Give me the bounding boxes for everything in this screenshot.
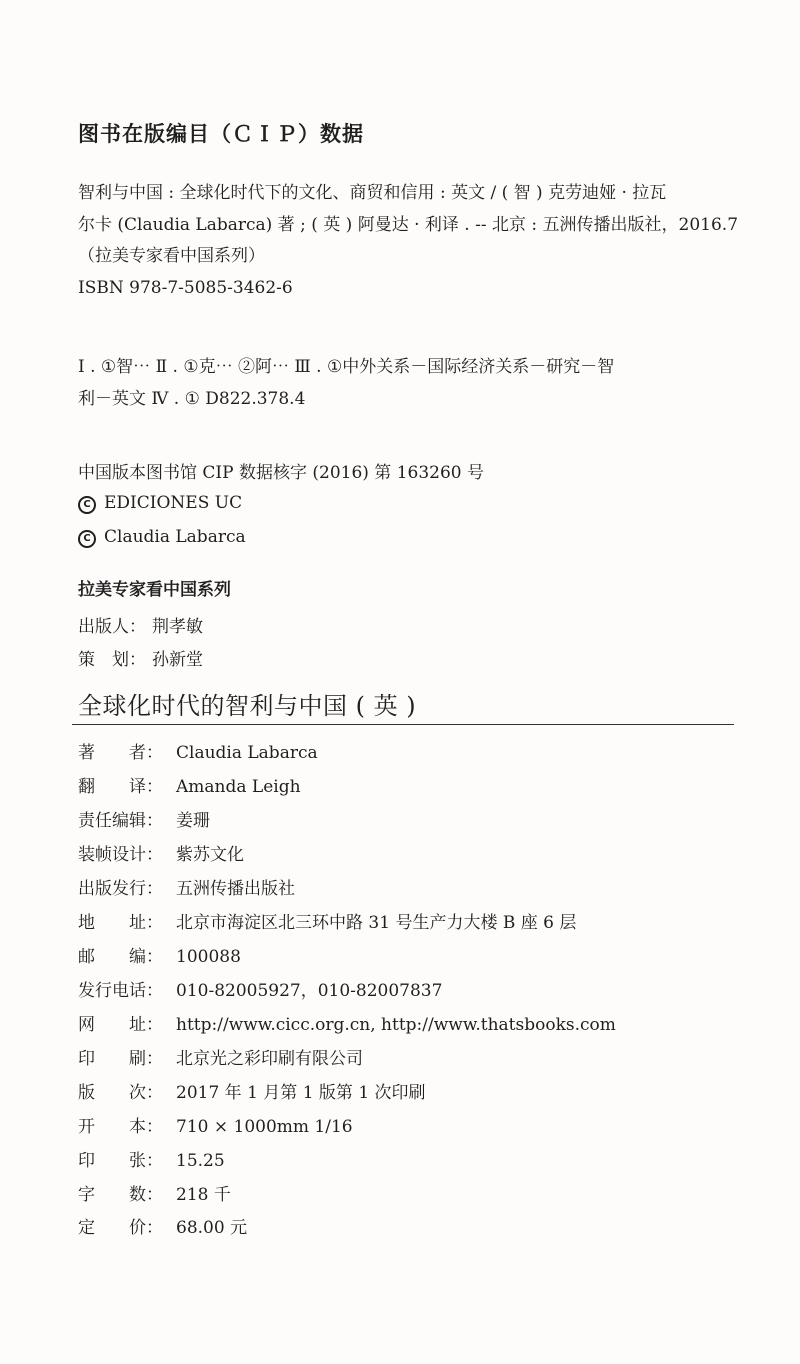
detail-label: 出版发行： bbox=[78, 879, 163, 899]
planner-value: 孙新堂 bbox=[152, 650, 203, 670]
detail-value: 紫苏文化 bbox=[176, 845, 244, 865]
detail-label: 开 本： bbox=[78, 1117, 163, 1137]
library-record: 中国版本图书馆 CIP 数据核字 (2016) 第 163260 号 bbox=[78, 463, 485, 483]
detail-value: http://www.cicc.org.cn, http://www.thatsbooks.com bbox=[176, 1015, 616, 1035]
detail-label: 地 址： bbox=[78, 913, 163, 933]
detail-value: 姜珊 bbox=[176, 811, 210, 831]
detail-label: 责任编辑： bbox=[78, 811, 163, 831]
detail-row bbox=[78, 942, 241, 967]
detail-label: 印 刷： bbox=[78, 1049, 163, 1069]
detail-value: 五洲传播出版社 bbox=[176, 879, 295, 899]
detail-row bbox=[78, 976, 442, 1001]
detail-value: 15.25 bbox=[176, 1151, 225, 1171]
detail-label: 发行电话： bbox=[78, 981, 163, 1001]
title-divider bbox=[72, 724, 734, 725]
publisher-person-row bbox=[78, 612, 203, 637]
copyright-icon: C bbox=[78, 530, 96, 548]
detail-row bbox=[78, 908, 576, 933]
detail-row bbox=[78, 1010, 616, 1035]
copyright-icon: C bbox=[78, 496, 96, 514]
detail-label: 版 次： bbox=[78, 1083, 163, 1103]
publisher-person-value: 荆孝敏 bbox=[152, 617, 203, 637]
planner-row bbox=[78, 645, 203, 670]
detail-label: 著 者： bbox=[78, 743, 163, 763]
detail-value: 2017 年 1 月第 1 版第 1 次印刷 bbox=[176, 1083, 426, 1103]
detail-value: 北京市海淀区北三环中路 31 号生产力大楼 B 座 6 层 bbox=[176, 913, 577, 933]
cip-desc-line-2: 尔卡 (Claudia Labarca) 著 ; ( 英 ) 阿曼达 · 利译 . -- 北京 : 五洲传播出版社，2016.7 bbox=[78, 214, 739, 235]
publisher-person-label: 出版人： bbox=[78, 617, 146, 637]
cip-classification bbox=[78, 352, 738, 415]
detail-label: 邮 编： bbox=[78, 947, 163, 967]
series-title: 拉美专家看中国系列 bbox=[78, 580, 231, 600]
detail-row bbox=[78, 1112, 353, 1137]
detail-value: 710 × 1000mm 1/16 bbox=[176, 1117, 353, 1137]
copyright-line-2 bbox=[78, 527, 246, 548]
detail-row bbox=[78, 1180, 231, 1205]
detail-row bbox=[78, 1044, 363, 1069]
detail-label: 网 址： bbox=[78, 1015, 163, 1035]
classification-line-1: Ⅰ . ①智⋯ Ⅱ . ①克⋯ ②阿⋯ Ⅲ . ①中外关系－国际经济关系－研究－智 bbox=[78, 357, 615, 377]
classification-line-2: 利－英文 Ⅳ . ① D822.378.4 bbox=[78, 388, 306, 409]
detail-row bbox=[78, 738, 318, 763]
detail-row bbox=[78, 806, 210, 831]
detail-label: 翻 译： bbox=[78, 777, 163, 797]
detail-value: 68.00 元 bbox=[176, 1218, 248, 1238]
detail-row bbox=[78, 1213, 247, 1238]
detail-row bbox=[78, 840, 244, 865]
isbn: ISBN 978-7-5085-3462-6 bbox=[78, 277, 293, 298]
detail-value: 010-82005927，010-82007837 bbox=[176, 981, 443, 1001]
detail-label: 定 价： bbox=[78, 1218, 163, 1238]
detail-value: 218 千 bbox=[176, 1185, 231, 1205]
copyright-line-1 bbox=[78, 493, 242, 514]
detail-value: Claudia Labarca bbox=[176, 743, 318, 763]
detail-value: 北京光之彩印刷有限公司 bbox=[176, 1049, 363, 1069]
copyright-holder-2: Claudia Labarca bbox=[104, 527, 246, 547]
detail-label: 字 数： bbox=[78, 1185, 163, 1205]
detail-row bbox=[78, 1078, 426, 1103]
copyright-holder-1: EDICIONES UC bbox=[104, 493, 243, 513]
detail-value: Amanda Leigh bbox=[176, 777, 301, 797]
detail-label: 装帧设计： bbox=[78, 845, 163, 865]
detail-row bbox=[78, 874, 295, 899]
cip-desc-line-1: 智利与中国 : 全球化时代下的文化、商贸和信用 : 英文 / ( 智 ) 克劳迪娅 · 拉瓦 bbox=[78, 183, 667, 203]
planner-label: 策 划： bbox=[78, 650, 146, 670]
detail-label: 印 张： bbox=[78, 1151, 163, 1171]
cip-description bbox=[78, 178, 738, 304]
detail-row bbox=[78, 1146, 225, 1171]
detail-row bbox=[78, 772, 301, 797]
cip-desc-line-3: （拉美专家看中国系列） bbox=[78, 246, 265, 266]
detail-value: 100088 bbox=[176, 947, 241, 967]
book-title: 全球化时代的智利与中国 ( 英 ) bbox=[78, 692, 417, 720]
cip-heading: 图书在版编目（ＣＩＰ）数据 bbox=[78, 122, 364, 146]
